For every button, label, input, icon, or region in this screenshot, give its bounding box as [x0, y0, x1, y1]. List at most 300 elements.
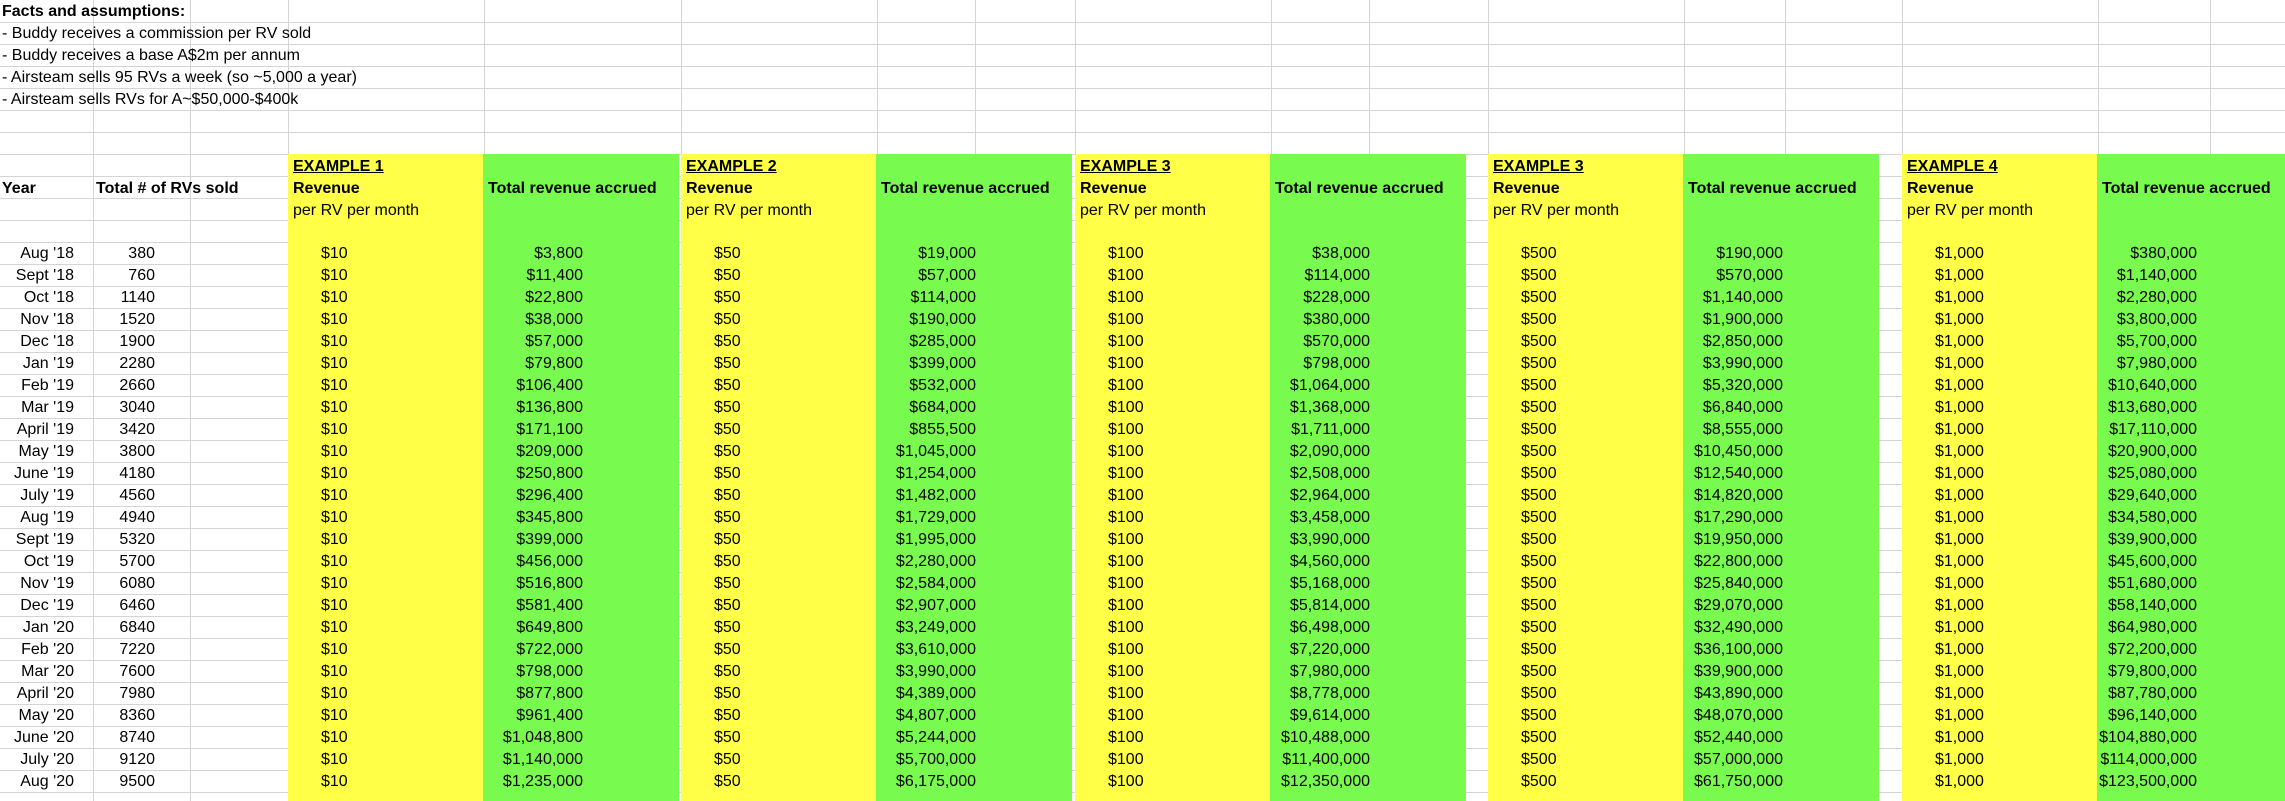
cell-rate: $100 — [1108, 355, 1144, 372]
cell-total-revenue: $2,584,000 — [895, 575, 976, 592]
cell-total-revenue: $6,175,000 — [895, 773, 976, 790]
cell-total-revenue: $190,000 — [909, 311, 976, 328]
cell-total-revenue: $3,990,000 — [1702, 355, 1783, 372]
cell-total-revenue: $96,140,000 — [2108, 707, 2197, 724]
cell-total-revenue: $29,070,000 — [1694, 597, 1783, 614]
cell-total-revenue: $1,254,000 — [895, 465, 976, 482]
cell-rate: $500 — [1521, 553, 1557, 570]
notes-line: - Airsteam sells 95 RVs a week (so ~5,000 a year) — [2, 69, 357, 86]
cell-total-rvs: 1520 — [119, 311, 155, 328]
cell-rate: $10 — [321, 773, 348, 790]
cell-total-revenue: $4,560,000 — [1289, 553, 1370, 570]
cell-total-revenue: $72,200,000 — [2108, 641, 2197, 658]
cell-rate: $1,000 — [1935, 663, 1984, 680]
cell-rate: $50 — [714, 377, 741, 394]
cell-rate: $1,000 — [1935, 487, 1984, 504]
cell-rate: $500 — [1521, 289, 1557, 306]
cell-rate: $100 — [1108, 509, 1144, 526]
cell-rate: $10 — [321, 487, 348, 504]
cell-total-revenue: $1,045,000 — [895, 443, 976, 460]
notes-line: - Buddy receives a commission per RV sold — [2, 25, 312, 42]
cell-total-revenue: $123,500,000 — [2099, 773, 2197, 790]
cell-rate: $100 — [1108, 245, 1144, 262]
cell-total-revenue: $961,400 — [516, 707, 583, 724]
cell-rate: $50 — [714, 245, 741, 262]
cell-month: Feb '19 — [21, 377, 74, 394]
header-revenue: Revenue — [293, 180, 360, 197]
cell-rate: $500 — [1521, 443, 1557, 460]
header-total-revenue: Total revenue accrued — [2102, 180, 2271, 197]
cell-rate: $500 — [1521, 707, 1557, 724]
cell-total-revenue: $877,800 — [516, 685, 583, 702]
cell-rate: $500 — [1521, 487, 1557, 504]
cell-total-revenue: $2,280,000 — [2116, 289, 2197, 306]
cell-rate: $1,000 — [1935, 377, 1984, 394]
cell-total-revenue: $5,700,000 — [895, 751, 976, 768]
cell-total-revenue: $3,458,000 — [1289, 509, 1370, 526]
cell-total-revenue: $581,400 — [516, 597, 583, 614]
cell-rate: $50 — [714, 289, 741, 306]
cell-rate: $10 — [321, 355, 348, 372]
cell-total-revenue: $1,048,800 — [502, 729, 583, 746]
cell-total-rvs: 5320 — [119, 531, 155, 548]
cell-total-revenue: $570,000 — [1303, 333, 1370, 350]
header-revenue: Revenue — [1493, 180, 1560, 197]
cell-month: Aug '19 — [20, 509, 74, 526]
cell-total-revenue: $3,610,000 — [895, 641, 976, 658]
cell-rate: $500 — [1521, 465, 1557, 482]
cell-rate: $1,000 — [1935, 267, 1984, 284]
cell-total-revenue: $25,080,000 — [2108, 465, 2197, 482]
cell-total-revenue: $17,290,000 — [1694, 509, 1783, 526]
cell-total-revenue: $3,800,000 — [2116, 311, 2197, 328]
cell-total-revenue: $516,800 — [516, 575, 583, 592]
cell-month: Oct '19 — [23, 553, 74, 570]
cell-rate: $1,000 — [1935, 289, 1984, 306]
cell-total-revenue: $136,800 — [516, 399, 583, 416]
cell-total-revenue: $32,490,000 — [1694, 619, 1783, 636]
cell-rate: $100 — [1108, 267, 1144, 284]
cell-total-revenue: $855,500 — [909, 421, 976, 438]
cell-rate: $500 — [1521, 421, 1557, 438]
cell-total-revenue: $399,000 — [516, 531, 583, 548]
cell-total-revenue: $1,140,000 — [502, 751, 583, 768]
cell-total-rvs: 1140 — [120, 289, 155, 306]
cell-total-revenue: $5,320,000 — [1702, 377, 1783, 394]
cell-rate: $10 — [321, 641, 348, 658]
cell-total-revenue: $1,140,000 — [1702, 289, 1783, 306]
cell-total-revenue: $1,064,000 — [1289, 377, 1370, 394]
cell-rate: $500 — [1521, 773, 1557, 790]
cell-month: Sept '18 — [15, 267, 74, 284]
cell-rate: $50 — [714, 465, 741, 482]
cell-rate: $100 — [1108, 641, 1144, 658]
cell-total-revenue: $456,000 — [516, 553, 583, 570]
cell-rate: $1,000 — [1935, 465, 1984, 482]
cell-rate: $500 — [1521, 377, 1557, 394]
cell-rate: $1,000 — [1935, 685, 1984, 702]
cell-total-revenue: $106,400 — [516, 377, 583, 394]
cell-rate: $50 — [714, 487, 741, 504]
cell-rate: $1,000 — [1935, 773, 1984, 790]
cell-total-revenue: $36,100,000 — [1694, 641, 1783, 658]
cell-total-rvs: 2660 — [119, 377, 155, 394]
example-title: EXAMPLE 3 — [1080, 158, 1171, 175]
header-revenue-sub: per RV per month — [1907, 202, 2033, 219]
cell-rate: $10 — [321, 311, 348, 328]
cell-rate: $100 — [1108, 443, 1144, 460]
cell-total-rvs: 5700 — [119, 553, 155, 570]
cell-total-revenue: $43,890,000 — [1694, 685, 1783, 702]
yellow-column-fill — [1075, 154, 1270, 801]
cell-rate: $100 — [1108, 311, 1144, 328]
cell-total-revenue: $2,964,000 — [1289, 487, 1370, 504]
cell-total-revenue: $8,778,000 — [1289, 685, 1370, 702]
cell-rate: $1,000 — [1935, 597, 1984, 614]
cell-total-rvs: 1900 — [119, 333, 155, 350]
cell-total-revenue: $14,820,000 — [1694, 487, 1783, 504]
cell-total-revenue: $1,368,000 — [1289, 399, 1370, 416]
cell-total-revenue: $380,000 — [2130, 245, 2197, 262]
yellow-column-fill — [288, 154, 483, 801]
yellow-column-fill — [681, 154, 876, 801]
cell-total-revenue: $34,580,000 — [2108, 509, 2197, 526]
cell-rate: $10 — [321, 509, 348, 526]
cell-total-revenue: $798,000 — [516, 663, 583, 680]
cell-total-revenue: $51,680,000 — [2108, 575, 2197, 592]
cell-rate: $10 — [321, 465, 348, 482]
cell-month: May '20 — [18, 707, 74, 724]
gridline-horizontal — [0, 22, 2285, 23]
cell-total-rvs: 6460 — [119, 597, 155, 614]
cell-rate: $50 — [714, 531, 741, 548]
cell-total-revenue: $87,780,000 — [2108, 685, 2197, 702]
cell-total-rvs: 7600 — [119, 663, 155, 680]
cell-total-revenue: $798,000 — [1303, 355, 1370, 372]
cell-total-revenue: $38,000 — [525, 311, 583, 328]
cell-rate: $10 — [321, 245, 348, 262]
cell-rate: $500 — [1521, 575, 1557, 592]
cell-total-rvs: 8360 — [119, 707, 155, 724]
cell-month: Mar '20 — [21, 663, 74, 680]
cell-rate: $1,000 — [1935, 729, 1984, 746]
cell-rate: $500 — [1521, 531, 1557, 548]
cell-rate: $50 — [714, 729, 741, 746]
cell-rate: $500 — [1521, 597, 1557, 614]
header-revenue-sub: per RV per month — [1080, 202, 1206, 219]
cell-total-revenue: $1,711,000 — [1291, 421, 1370, 438]
cell-total-rvs: 6840 — [119, 619, 155, 636]
cell-total-revenue: $6,498,000 — [1289, 619, 1370, 636]
cell-total-revenue: $13,680,000 — [2108, 399, 2197, 416]
cell-total-revenue: $3,990,000 — [1289, 531, 1370, 548]
cell-total-revenue: $5,244,000 — [895, 729, 976, 746]
cell-rate: $10 — [321, 443, 348, 460]
cell-month: Oct '18 — [23, 289, 74, 306]
cell-rate: $1,000 — [1935, 245, 1984, 262]
cell-total-rvs: 4180 — [119, 465, 155, 482]
cell-rate: $50 — [714, 553, 741, 570]
cell-rate: $10 — [321, 377, 348, 394]
cell-month: Nov '18 — [20, 311, 74, 328]
cell-total-revenue: $22,800,000 — [1694, 553, 1783, 570]
cell-total-revenue: $38,000 — [1312, 245, 1370, 262]
cell-total-revenue: $29,640,000 — [2108, 487, 2197, 504]
cell-rate: $10 — [321, 333, 348, 350]
cell-rate: $10 — [321, 729, 348, 746]
cell-total-revenue: $2,280,000 — [895, 553, 976, 570]
cell-total-revenue: $2,850,000 — [1702, 333, 1783, 350]
cell-total-revenue: $10,488,000 — [1281, 729, 1370, 746]
cell-rate: $50 — [714, 575, 741, 592]
cell-rate: $1,000 — [1935, 399, 1984, 416]
cell-rate: $50 — [714, 619, 741, 636]
example-title: EXAMPLE 4 — [1907, 158, 1998, 175]
cell-total-revenue: $8,555,000 — [1702, 421, 1783, 438]
cell-rate: $1,000 — [1935, 333, 1984, 350]
cell-total-revenue: $10,450,000 — [1694, 443, 1783, 460]
notes-line: - Airsteam sells RVs for A~$50,000-$400k — [2, 91, 299, 108]
cell-rate: $500 — [1521, 311, 1557, 328]
cell-rate: $10 — [321, 421, 348, 438]
cell-rate: $50 — [714, 707, 741, 724]
cell-rate: $100 — [1108, 333, 1144, 350]
example-title: EXAMPLE 1 — [293, 158, 384, 175]
cell-total-rvs: 8740 — [119, 729, 155, 746]
yellow-column-fill — [1902, 154, 2097, 801]
cell-rate: $1,000 — [1935, 509, 1984, 526]
cell-total-revenue: $190,000 — [1716, 245, 1783, 262]
cell-rate: $50 — [714, 663, 741, 680]
cell-rate: $100 — [1108, 377, 1144, 394]
cell-rate: $10 — [321, 685, 348, 702]
cell-rate: $500 — [1521, 399, 1557, 416]
cell-total-revenue: $20,900,000 — [2108, 443, 2197, 460]
cell-total-revenue: $57,000 — [525, 333, 583, 350]
cell-total-revenue: $114,000 — [1304, 267, 1370, 284]
cell-total-rvs: 3040 — [119, 399, 155, 416]
cell-rate: $50 — [714, 773, 741, 790]
cell-total-rvs: 9120 — [119, 751, 155, 768]
cell-total-rvs: 4940 — [119, 509, 155, 526]
cell-rate: $50 — [714, 355, 741, 372]
cell-total-revenue: $1,900,000 — [1702, 311, 1783, 328]
cell-total-revenue: $10,640,000 — [2108, 377, 2197, 394]
cell-rate: $100 — [1108, 399, 1144, 416]
cell-month: July '19 — [20, 487, 74, 504]
cell-total-revenue: $722,000 — [516, 641, 583, 658]
cell-month: Nov '19 — [20, 575, 74, 592]
cell-total-revenue: $5,700,000 — [2116, 333, 2197, 350]
cell-total-revenue: $7,220,000 — [1289, 641, 1370, 658]
cell-total-revenue: $250,800 — [516, 465, 583, 482]
cell-total-revenue: $48,070,000 — [1694, 707, 1783, 724]
cell-month: Sept '19 — [15, 531, 74, 548]
cell-total-revenue: $9,614,000 — [1289, 707, 1370, 724]
header-total-rvs: Total # of RVs sold — [96, 180, 239, 197]
gridline-horizontal — [0, 132, 2285, 133]
cell-month: Feb '20 — [21, 641, 74, 658]
cell-rate: $50 — [714, 509, 741, 526]
cell-total-revenue: $4,389,000 — [895, 685, 976, 702]
notes-title: Facts and assumptions: — [2, 3, 186, 20]
cell-rate: $1,000 — [1935, 575, 1984, 592]
cell-month: June '20 — [14, 729, 74, 746]
cell-rate: $1,000 — [1935, 443, 1984, 460]
cell-total-revenue: $3,990,000 — [895, 663, 976, 680]
header-revenue: Revenue — [686, 180, 753, 197]
cell-total-revenue: $296,400 — [516, 487, 583, 504]
cell-rate: $100 — [1108, 773, 1144, 790]
cell-total-revenue: $1,729,000 — [895, 509, 976, 526]
cell-total-rvs: 2280 — [119, 355, 155, 372]
cell-rate: $100 — [1108, 707, 1144, 724]
cell-total-revenue: $7,980,000 — [1289, 663, 1370, 680]
cell-rate: $10 — [321, 751, 348, 768]
cell-rate: $50 — [714, 641, 741, 658]
cell-total-revenue: $58,140,000 — [2108, 597, 2197, 614]
cell-rate: $10 — [321, 597, 348, 614]
cell-total-revenue: $5,168,000 — [1289, 575, 1370, 592]
cell-total-revenue: $57,000,000 — [1694, 751, 1783, 768]
cell-rate: $100 — [1108, 685, 1144, 702]
cell-total-revenue: $7,980,000 — [2116, 355, 2197, 372]
cell-rate: $100 — [1108, 421, 1144, 438]
cell-total-revenue: $5,814,000 — [1289, 597, 1370, 614]
cell-rate: $1,000 — [1935, 707, 1984, 724]
cell-month: Mar '19 — [21, 399, 74, 416]
cell-total-revenue: $12,540,000 — [1694, 465, 1783, 482]
header-revenue: Revenue — [1080, 180, 1147, 197]
cell-total-revenue: $1,140,000 — [2116, 267, 2197, 284]
cell-total-rvs: 7980 — [119, 685, 155, 702]
cell-rate: $100 — [1108, 289, 1144, 306]
gridline-vertical — [190, 0, 191, 801]
cell-rate: $1,000 — [1935, 619, 1984, 636]
cell-rate: $10 — [321, 707, 348, 724]
cell-rate: $50 — [714, 311, 741, 328]
cell-total-revenue: $12,350,000 — [1281, 773, 1370, 790]
notes-line: - Buddy receives a base A$2m per annum — [2, 47, 300, 64]
cell-rate: $1,000 — [1935, 531, 1984, 548]
cell-rate: $10 — [321, 267, 348, 284]
cell-month: July '20 — [20, 751, 74, 768]
cell-total-revenue: $228,000 — [1303, 289, 1370, 306]
cell-rate: $500 — [1521, 751, 1557, 768]
cell-total-revenue: $399,000 — [909, 355, 976, 372]
cell-total-revenue: $3,800 — [534, 245, 583, 262]
cell-total-revenue: $64,980,000 — [2108, 619, 2197, 636]
cell-total-rvs: 9500 — [119, 773, 155, 790]
cell-rate: $500 — [1521, 245, 1557, 262]
example-title: EXAMPLE 3 — [1493, 158, 1584, 175]
header-revenue-sub: per RV per month — [1493, 202, 1619, 219]
cell-rate: $500 — [1521, 729, 1557, 746]
cell-total-revenue: $285,000 — [909, 333, 976, 350]
header-total-revenue: Total revenue accrued — [1275, 180, 1444, 197]
cell-total-revenue: $532,000 — [909, 377, 976, 394]
header-revenue-sub: per RV per month — [293, 202, 419, 219]
cell-rate: $100 — [1108, 751, 1144, 768]
header-total-revenue: Total revenue accrued — [1688, 180, 1857, 197]
cell-rate: $50 — [714, 333, 741, 350]
cell-total-revenue: $1,482,000 — [895, 487, 976, 504]
cell-total-revenue: $52,440,000 — [1694, 729, 1783, 746]
cell-rate: $50 — [714, 267, 741, 284]
cell-month: June '19 — [14, 465, 74, 482]
cell-rate: $10 — [321, 575, 348, 592]
cell-total-revenue: $39,900,000 — [2108, 531, 2197, 548]
cell-rate: $10 — [321, 663, 348, 680]
cell-total-revenue: $19,950,000 — [1694, 531, 1783, 548]
cell-rate: $500 — [1521, 685, 1557, 702]
cell-rate: $50 — [714, 751, 741, 768]
cell-month: Jan '20 — [22, 619, 74, 636]
cell-total-revenue: $114,000 — [910, 289, 976, 306]
cell-rate: $1,000 — [1935, 421, 1984, 438]
cell-total-revenue: $114,000,000 — [2100, 751, 2197, 768]
cell-total-revenue: $79,800 — [525, 355, 583, 372]
cell-total-revenue: $171,100 — [516, 421, 583, 438]
cell-rate: $100 — [1108, 663, 1144, 680]
cell-rate: $50 — [714, 597, 741, 614]
cell-total-rvs: 3420 — [119, 421, 155, 438]
cell-total-rvs: 4560 — [119, 487, 155, 504]
header-total-revenue: Total revenue accrued — [488, 180, 657, 197]
cell-month: May '19 — [18, 443, 74, 460]
cell-rate: $1,000 — [1935, 751, 1984, 768]
cell-rate: $500 — [1521, 509, 1557, 526]
cell-total-rvs: 380 — [128, 245, 155, 262]
header-year: Year — [2, 180, 36, 197]
cell-total-revenue: $79,800,000 — [2108, 663, 2197, 680]
cell-total-rvs: 3800 — [119, 443, 155, 460]
cell-total-revenue: $39,900,000 — [1694, 663, 1783, 680]
cell-total-revenue: $684,000 — [909, 399, 976, 416]
cell-rate: $50 — [714, 443, 741, 460]
cell-total-revenue: $209,000 — [516, 443, 583, 460]
cell-total-revenue: $570,000 — [1716, 267, 1783, 284]
cell-month: Dec '18 — [20, 333, 74, 350]
cell-rate: $10 — [321, 619, 348, 636]
cell-total-revenue: $3,249,000 — [895, 619, 976, 636]
cell-total-revenue: $19,000 — [918, 245, 976, 262]
cell-rate: $10 — [321, 553, 348, 570]
example-title: EXAMPLE 2 — [686, 158, 777, 175]
cell-total-revenue: $11,400,000 — [1282, 751, 1370, 768]
cell-total-revenue: $25,840,000 — [1694, 575, 1783, 592]
cell-rate: $500 — [1521, 333, 1557, 350]
cell-month: Aug '18 — [20, 245, 74, 262]
cell-total-rvs: 7220 — [119, 641, 155, 658]
cell-total-revenue: $345,800 — [516, 509, 583, 526]
cell-rate: $100 — [1108, 553, 1144, 570]
cell-rate: $500 — [1521, 663, 1557, 680]
cell-rate: $100 — [1108, 575, 1144, 592]
cell-rate: $100 — [1108, 531, 1144, 548]
cell-rate: $50 — [714, 421, 741, 438]
cell-total-revenue: $104,880,000 — [2099, 729, 2197, 746]
cell-rate: $50 — [714, 399, 741, 416]
cell-total-rvs: 6080 — [119, 575, 155, 592]
cell-total-revenue: $2,508,000 — [1289, 465, 1370, 482]
cell-rate: $1,000 — [1935, 355, 1984, 372]
cell-total-revenue: $1,235,000 — [502, 773, 583, 790]
cell-total-revenue: $57,000 — [918, 267, 976, 284]
gridline-horizontal — [0, 110, 2285, 111]
cell-rate: $500 — [1521, 355, 1557, 372]
cell-rate: $100 — [1108, 729, 1144, 746]
